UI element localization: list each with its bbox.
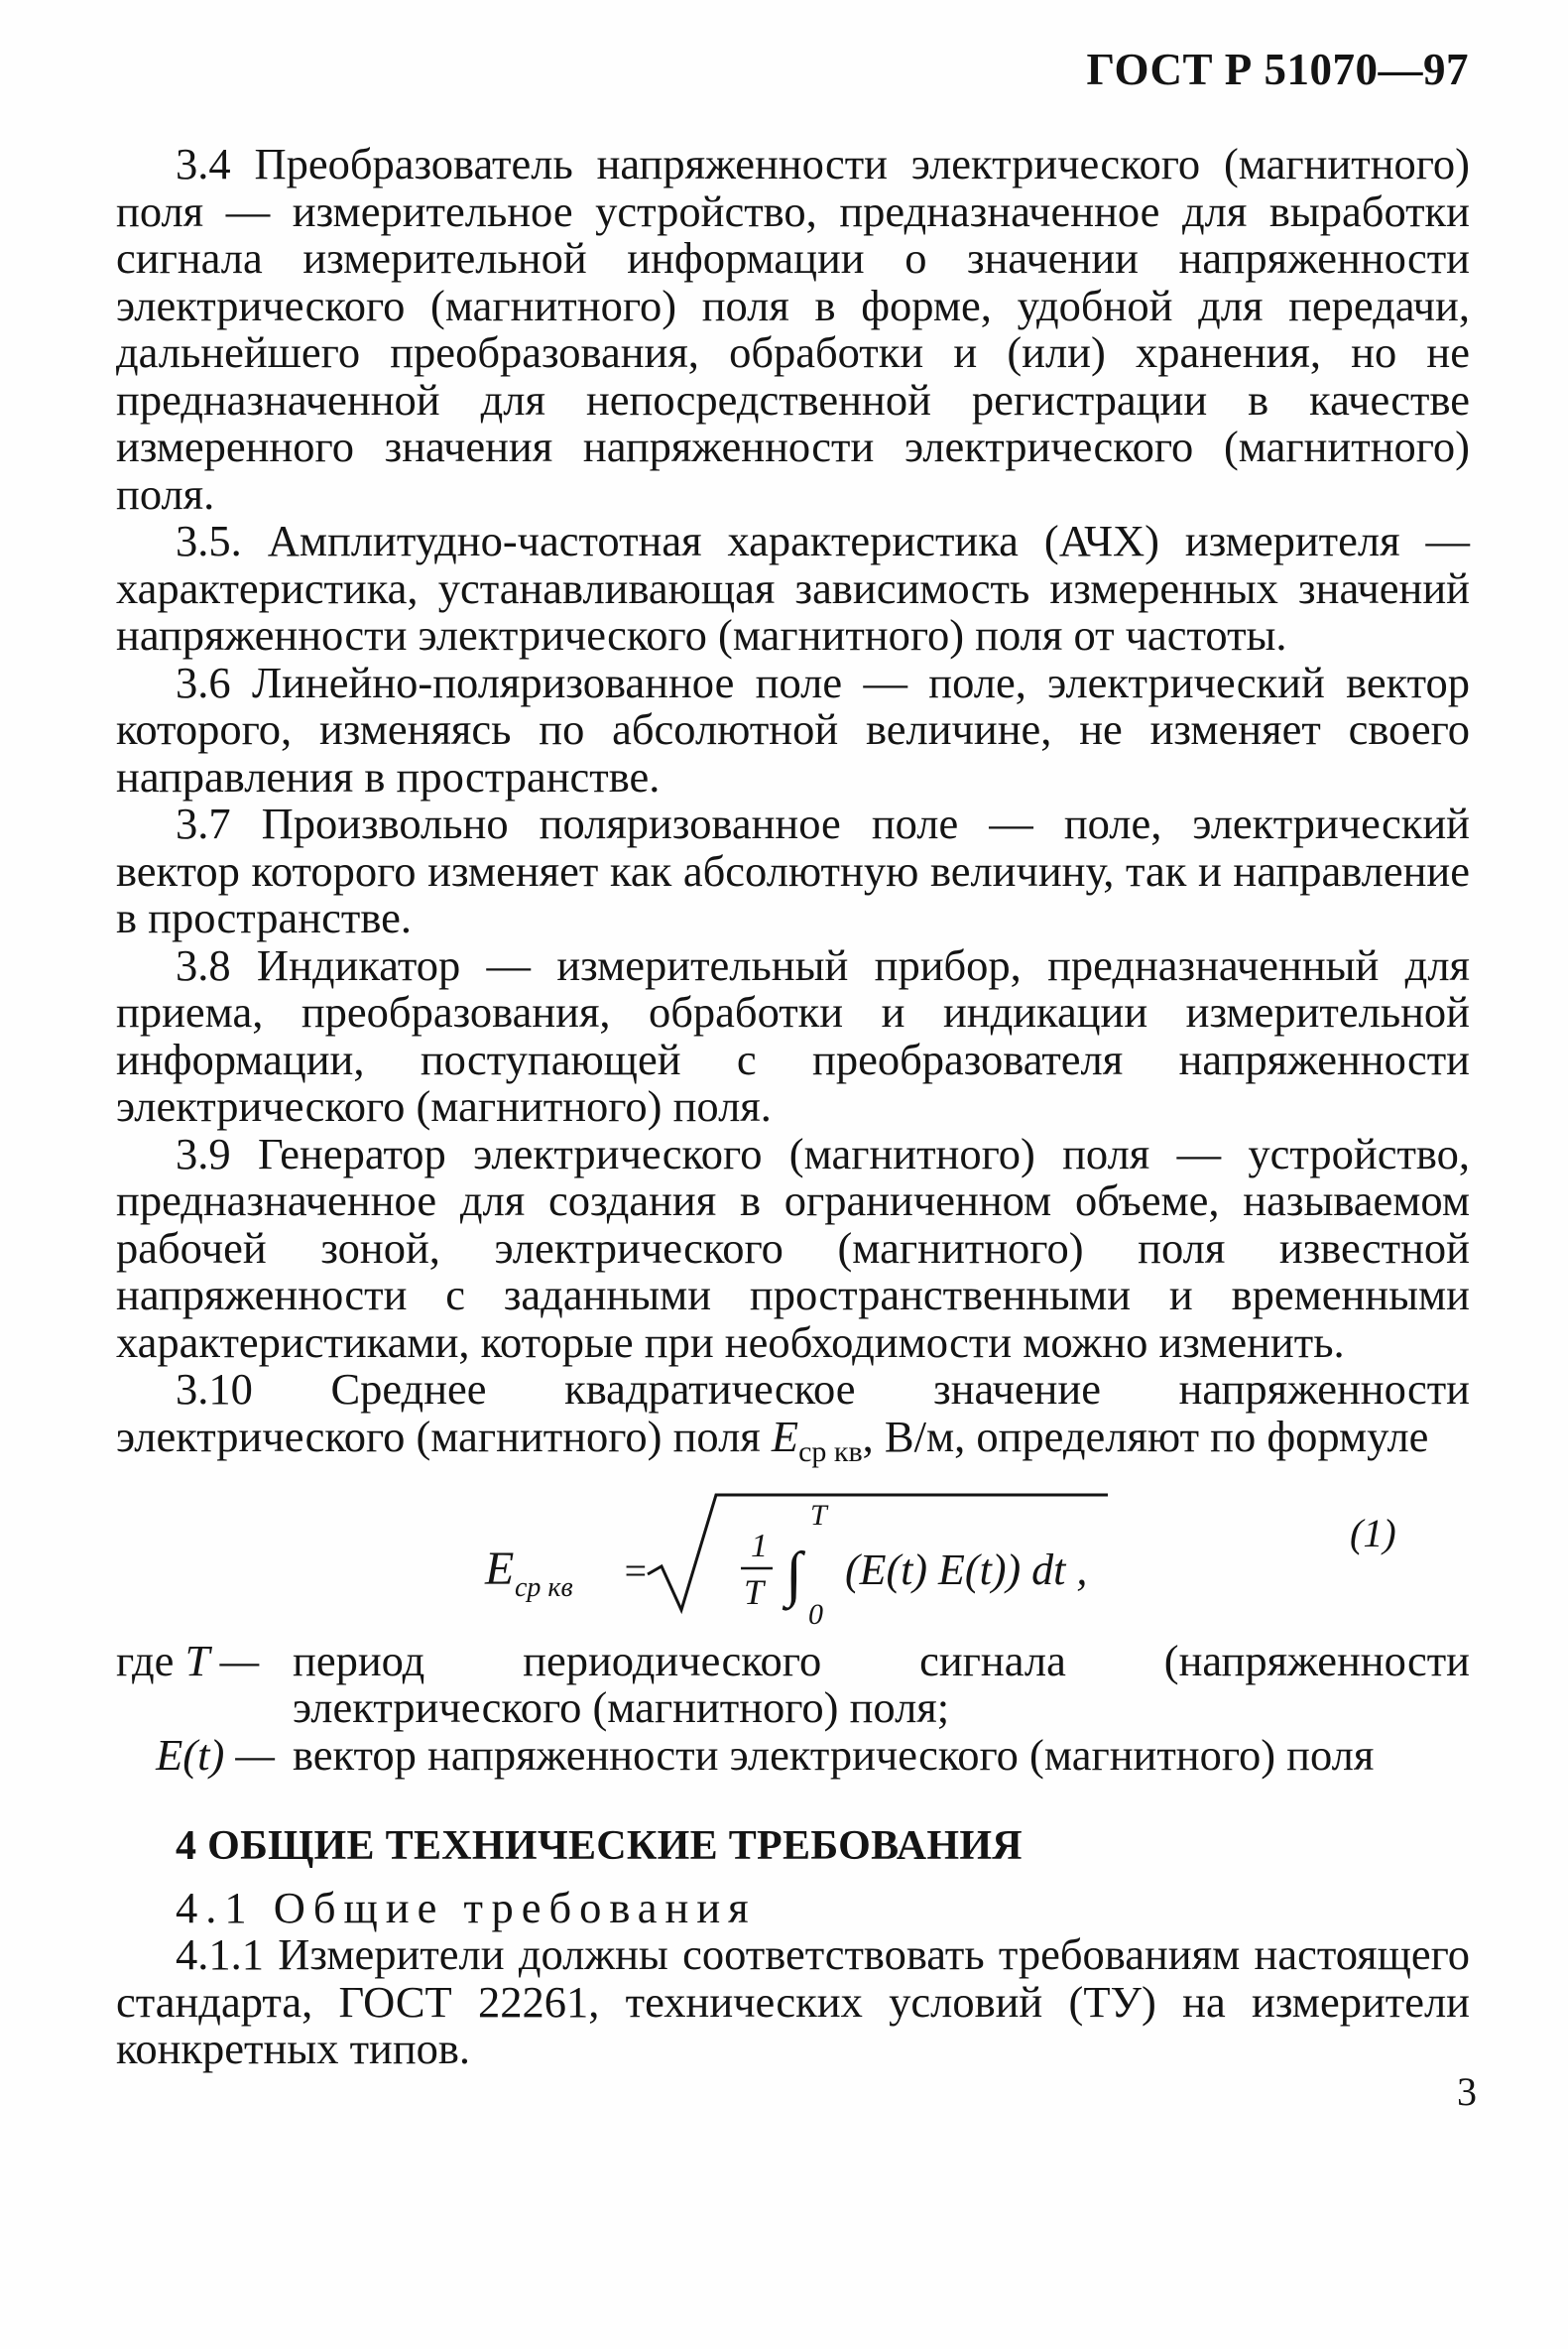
explanation-row <box>116 1635 1470 1733</box>
formula-lhs: E <box>485 1542 515 1595</box>
paragraph-3-4: 3.4 Преобразователь напряженности электрического (магнитного) поля — измерительное устройство, предназначенное для выработки сигнала измерительной информации о значении напряженности электрического (магнитного) поля в форме, удобной для передачи, дальнейшего преобразования, обработки и (или) хранения, но не предназначенной для непосредственной регистрации в качестве измеренного значения напряженности электрического (магнитного) поля. <box>116 139 1470 519</box>
formula-1 <box>116 1485 1470 1634</box>
symbol-explanations <box>116 1635 1470 1780</box>
explanation-text: период периодического сигнала (напряженности электрического (магнитного) поля; <box>293 1635 1470 1733</box>
page-number: 3 <box>1457 2069 1477 2114</box>
paragraph-3-9: 3.9 Генератор электрического (магнитного) поля — устройство, предназначенное для создания в ограниченном объеме, называемом рабочей зоной, электрического (магнитного) поля известной напряженности с заданными пространственными и временными характеристиками, которые при необходимости можно изменить. <box>116 1128 1470 1367</box>
formula-lhs-subscript: ср кв <box>515 1571 573 1603</box>
paragraph-3-10-tail: , В/м, определяют по формуле <box>862 1411 1429 1461</box>
integral-lower-limit: 0 <box>808 1597 823 1631</box>
formula-block <box>116 1485 1470 1634</box>
formula-number: (1) <box>1350 1510 1396 1555</box>
symbol-E-vector: E(t) — <box>156 1729 275 1780</box>
rms-symbol: E <box>771 1411 799 1461</box>
paragraph-3-7: 3.7 Произвольно поляризованное поле — поле, электрический вектор которого изменяет как абсолютную величину, так и направление в пространстве. <box>116 799 1470 942</box>
explanation-text: вектор напряженности электрического (магнитного) поля <box>293 1729 1375 1780</box>
formula-equals: = <box>622 1547 649 1593</box>
paragraph-3-8: 3.8 Индикатор — измерительный прибор, предназначенный для приема, преобразования, обработки и индикации измерительной информации, поступающей с преобразователя напряженности электрического (магнитного) поля. <box>116 939 1470 1131</box>
where-intro: где <box>116 1635 175 1685</box>
paragraph-4-1-1: 4.1.1 Измерители должны соответствовать требованиям настоящего стандарта, ГОСТ 22261, технических условий (ТУ) на измерители конкретных типов. <box>116 1929 1470 2074</box>
fraction-numerator: 1 <box>751 1527 768 1564</box>
symbol-T: T — <box>184 1635 260 1685</box>
rms-symbol-subscript: ср кв <box>798 1434 863 1468</box>
integral-sign: ∫ <box>785 1540 802 1608</box>
section-4-heading: 4 ОБЩИЕ ТЕХНИЧЕСКИЕ ТРЕБОВАНИЯ <box>176 1823 1023 1870</box>
explanation-row <box>116 1729 1470 1780</box>
paragraph-3-5: 3.5. Амплитудно-частотная характеристика (АЧХ) измерителя — характеристика, устанавливающая зависимость измеренных значений напряженности электрического (магнитного) поля от частоты. <box>116 516 1470 660</box>
paragraph-3-10-text: 3.10 Среднее квадратическое значение напряженности электрического (магнитного) поля <box>116 1364 1470 1461</box>
fraction-denominator: T <box>744 1571 765 1612</box>
integral-upper-limit: T <box>810 1498 827 1532</box>
paragraph-3-6: 3.6 Линейно-поляризованное поле — поле, электрический вектор которого, изменяясь по абсолютной величине, не изменяет своего направления в пространстве. <box>116 657 1470 802</box>
paragraph-3-10 <box>116 1366 1470 1475</box>
integrand: (E(t) E(t)) dt , <box>845 1545 1088 1594</box>
document-header: ГОСТ Р 51070—97 <box>1086 45 1469 94</box>
page-content <box>116 141 1470 2073</box>
subsection-4-1-heading: 4.1 Общие требования <box>176 1882 757 1932</box>
explanation-symbol <box>116 1729 293 1780</box>
explanation-symbol <box>116 1635 293 1685</box>
